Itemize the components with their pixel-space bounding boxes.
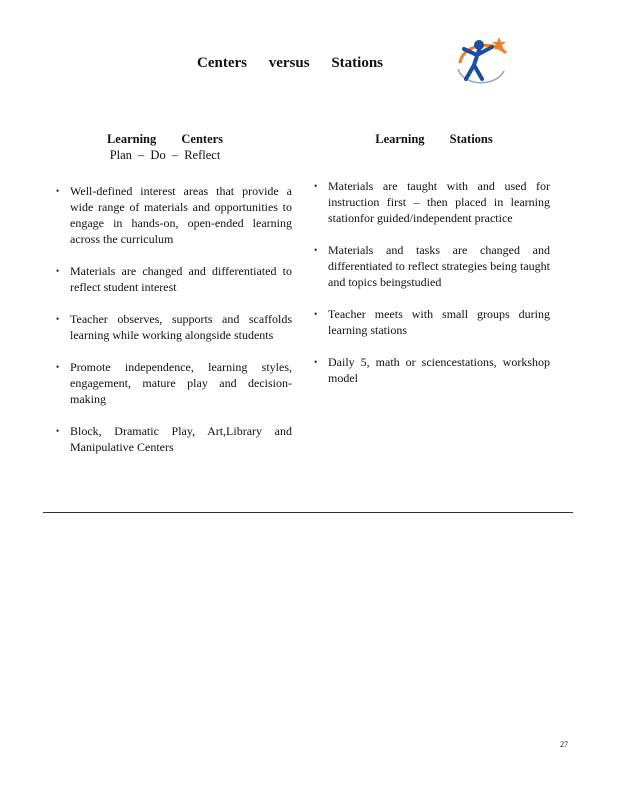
list-item: • Promote independence, learning styles, engagement, mature play and decision-making — [56, 359, 292, 407]
learning-stations-list — [314, 178, 550, 386]
learning-stations-column — [314, 131, 554, 402]
list-item: • Daily 5, math or sciencestations, workshop model — [314, 354, 550, 386]
list-item: • Materials and tasks are changed and differentiated to reflect strategies being taught and topics beingstudied — [314, 242, 550, 290]
horizontal-divider — [43, 512, 573, 513]
list-item: • Teacher meets with small groups during learning stations — [314, 306, 550, 338]
list-item: • Well-defined interest areas that provide a wide range of materials and opportunities to engage in hands-on, open-ended learning across the curriculum — [56, 183, 292, 247]
list-item: • Materials are taught with and used for instruction first – then placed in learning stationfor guided/independent practice — [314, 178, 550, 226]
list-item: • Block, Dramatic Play, Art,Library and Manipulative Centers — [56, 423, 292, 455]
page-title: Centers versus Stations — [197, 55, 383, 71]
learning-centers-heading: Learning Centers — [106, 132, 224, 146]
page-number: 27 — [560, 740, 568, 749]
list-item: • Teacher observes, supports and scaffolds learning while working alongside students — [56, 311, 292, 343]
list-item: • Materials are changed and differentiated to reflect student interest — [56, 263, 292, 295]
plan-do-reflect-subheading: Plan – Do – Reflect — [109, 148, 221, 162]
learning-stations-heading: Learning Stations — [375, 132, 493, 146]
learning-centers-list — [56, 183, 292, 455]
figure-globe-star-logo — [452, 33, 510, 89]
learning-centers-column — [56, 131, 296, 471]
